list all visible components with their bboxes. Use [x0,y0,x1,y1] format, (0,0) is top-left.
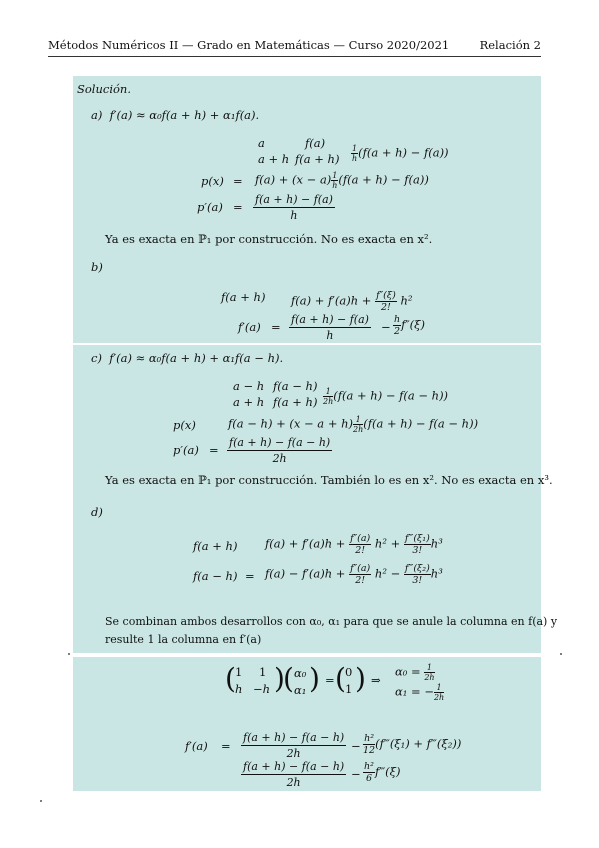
margin-dot [560,653,562,655]
b-l2-eq: = [271,320,281,334]
table-c-r2c2: f(a + h) [273,395,318,409]
implies-arrow: ⇒ [371,673,381,687]
part-c [91,351,283,365]
d-l1-rhs: f(a) + f′(a)h + $\frac{f''(a)}{2!}$ h² + $\frac{\text{f‴(ξ₁)}}{3!}$ h³ [265,533,443,556]
b-l2-lhs: f′(a) [238,320,261,334]
part-d-label: d) [91,505,103,519]
final-error-term-2: $\frac{\text{h²}}{6}$ f‴(ξ) [364,761,401,784]
matrix-bracket-right: ) [274,662,285,695]
final-minus-2: − [351,767,361,781]
c-dp-lhs: p′(a) [173,443,199,457]
c-dp-eq: = [209,443,219,457]
c-p-lhs: p(x) [173,418,196,432]
b-l2-minus: − [381,320,391,334]
page-header [48,38,541,54]
d-l1-lhs: f(a + h) [193,539,238,553]
part-c-label: c) [91,351,102,365]
part-a [91,108,259,122]
d-l2-rhs: f(a) − f′(a)h + $\frac{f''(a)}{2!}$ h² − $\frac{\text{f‴(ξ₂)}}{3!}$ h³ [265,563,443,586]
table-a-r1c2: f(a) [305,136,326,150]
d-l2-lhs: f(a − h) [193,569,238,583]
solution-alpha1: α₁ = − $\frac{1}{2h}$ [395,683,445,702]
p-eq: = [233,174,243,188]
margin-dot [68,653,70,655]
note-c: Ya es exacta en ℙ₁ por construcción. También lo es en x². No es exacta en x³. [105,473,553,487]
c-dp-fraction: f(a + h) − f(a − h) 2h [229,436,331,465]
rhs-r2: 1 [345,682,353,696]
p-rhs: f(a) + (x − a) $\frac{1}{h}$ (f(a + h) − f(a)) [255,171,429,190]
solution-panel-system [73,657,541,791]
header-rule [48,56,541,57]
table-c-r1c2: f(a − h) [273,379,318,393]
vector-v2: α₁ [294,683,307,697]
matrix-m22: −h [253,682,271,696]
final-fraction-2: f(a + h) − f(a − h) 2h [243,760,345,789]
frac-1-over-2h: $\frac{1}{2h}$ [323,387,334,406]
c-p-rhs: f(a − h) + (x − a + h) $\frac{1}{2h}$ (f(a + h) − f(a − h)) [228,415,479,434]
solution-panel-ab [73,76,541,343]
frac-1-over-h: $\frac{1}{h}$ [351,144,358,163]
rhs-bracket-left: ( [335,662,346,695]
b-l2-fraction: f(a + h) − f(a) h [291,313,369,342]
d-l2-eq: = [245,569,255,583]
part-b-label: b) [91,260,103,274]
final-fraction-1: f(a + h) − f(a − h) 2h [243,731,345,760]
table-a-divided-difference: $\frac{1}{h}$ (f(a + h) − f(a)) [351,144,449,163]
rhs-r1: 0 [345,665,353,679]
matrix-m12: 1 [259,665,267,679]
part-a-formula: f′(a) ≈ α₀f(a + h) + α₁f(a). [109,108,260,122]
table-a-r2c2: f(a + h) [295,152,340,166]
part-c-formula: f′(a) ≈ α₀f(a + h) + α₁f(a − h). [109,351,284,365]
b-l1-rhs: f(a) + f′(a)h + $\frac{f''(\xi)}{2!}$ h² [291,290,413,313]
solution-title: Solución. [77,82,131,96]
dp-fraction: f(a + h) − f(a) h [255,193,333,222]
vector-bracket-right: ) [309,662,320,695]
matrix-bracket-left: ( [225,662,236,695]
solution-panel-cd [73,345,558,653]
table-c-r2c1: a + h [233,395,265,409]
b-l1-lhs: f(a + h) [221,290,266,304]
b-l2-tail: $\frac{h}{2}$ f″(ξ) [394,314,425,337]
header-sheet: Relación 2 [479,38,541,52]
table-c-r1c1: a − h [233,379,265,393]
dp-lhs: p′(a) [197,200,223,214]
margin-dot [40,800,42,802]
final-minus: − [351,739,361,753]
part-a-label: a) [91,108,103,122]
table-a-r2c1: a + h [258,152,290,166]
note-d-1: Se combinan ambos desarrollos con α₀, α₁ para que se anule la columna en f(a) y [105,615,558,628]
vector-bracket-left: ( [283,662,294,695]
table-c-divided-difference: $\frac{1}{2h}$ (f(a + h) − f(a − h)) [323,387,449,406]
final-error-term: $\frac{\text{h²}}{12}$ (f‴(ξ₁) + f‴(ξ₂)) [363,733,462,756]
vector-v1: α₀ [294,666,307,680]
table-a-r1c1: a [258,136,265,150]
note-a: Ya es exacta en ℙ₁ por construcción. No es exacta en x². [105,232,433,246]
matrix-m21: h [235,682,243,696]
solution-alpha0: α₀ = $\frac{1}{2h}$ [395,663,435,682]
header-course: Métodos Numéricos II — Grado en Matemáticas — Curso 2020/2021 [48,38,450,52]
note-d-2: resulte 1 la columna en f′(a) [105,633,262,646]
final-lhs: f′(a) [185,739,208,753]
p-lhs: p(x) [201,174,224,188]
system-equals: = [325,673,335,687]
rhs-bracket-right: ) [355,662,366,695]
matrix-m11: 1 [235,665,243,679]
final-eq: = [221,739,231,753]
dp-eq: = [233,200,243,214]
